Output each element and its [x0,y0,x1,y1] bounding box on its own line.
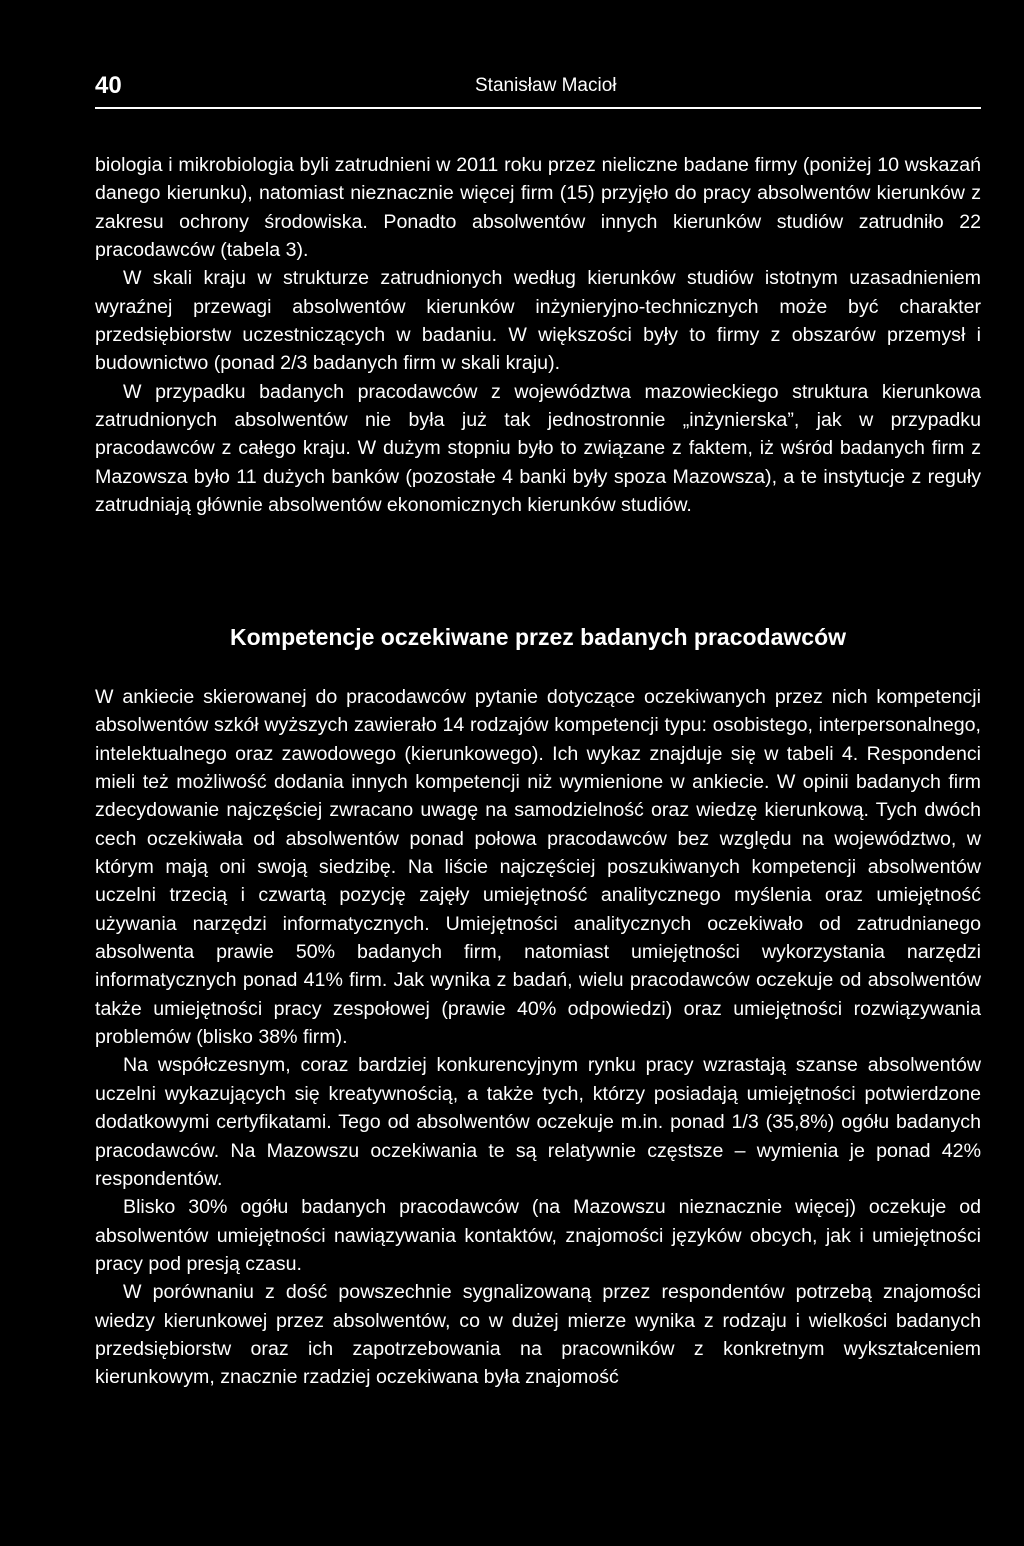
paragraph: W ankiecie skierowanej do pracodawców pytanie dotyczące oczekiwanych przez nich kompetencji absolwentów szkół wyższych zawierało 14 rodzajów kompetencji typu: osobistego, interpersonalnego, intelektualnego oraz zawodowego (kierunkowego). Ich wykaz znajduje się w tabeli 4. Respondenci mieli też możliwość dodania innych kompetencji niż wymienione w ankiecie. W opinii badanych firm zdecydowanie najczęściej zwracano uwagę na samodzielność oraz wiedzę kierunkową. Tych dwóch cech oczekiwała od absolwentów ponad połowa pracodawców bez względu na województwo, w którym mają oni swoją siedzibę. Na liście najczęściej poszukiwanych kompetencji absolwentów uczelni trzecią i czwartą pozycję zajęły umiejętność analitycznego myślenia oraz umiejętność używania narzędzi informatycznych. Umiejętności analitycznych oczekiwało od zatrudnianego absolwenta prawie 50% badanych firm, natomiast umiejętności wykorzystania narzędzi informatycznych ponad 41% firm. Jak wynika z badań, wielu pracodawców oczekuje od absolwentów także umiejętności pracy zespołowej (prawie 40% odpowiedzi) oraz umiejętności rozwiązywania problemów (blisko 38% firm). [95,686,981,1049]
body-section-1 [95,151,981,519]
paragraph: Blisko 30% ogółu badanych pracodawców (na Mazowszu nieznacznie więcej) oczekuje od absolwentów umiejętności nawiązywania kontaktów, znajomości języków obcych, jak i umiejętności pracy pod presją czasu. [95,1196,981,1275]
running-head-author: Stanisław Macioł [475,75,617,96]
paragraph: W skali kraju w strukturze zatrudnionych według kierunków studiów istotnym uzasadnieniem wyraźnej przewagi absolwentów kierunków inżynieryjno-technicznych może być charakter przedsiębiorstw uczestniczących w badaniu. W większości były to firmy z obszarów przemysł i budownictwo (ponad 2/3 badanych firm w skali kraju). [95,267,981,375]
paragraph: Na współczesnym, coraz bardziej konkurencyjnym rynku pracy wzrastają szanse absolwentów uczelni wykazujących się kreatywnością, a także tych, którzy posiadają umiejętności potwierdzone dodatkowymi certyfikatami. Tego od absolwentów oczekuje m.in. ponad 1/3 (35,8%) ogółu badanych pracodawców. Na Mazowszu oczekiwania te są relatywnie częstsze – wymienia je ponad 42% respondentów. [95,1054,981,1190]
section-heading: Kompetencje oczekiwane przez badanych pracodawców [229,624,847,650]
document-page [95,0,981,1546]
header-rule [95,107,981,109]
body-section-2 [95,683,981,1392]
paragraph: W porównaniu z dość powszechnie sygnalizowaną przez respondentów potrzebą znajomości wiedzy kierunkowej przez absolwentów, co w dużej mierze wynika z rodzaju i wielkości badanych przedsiębiorstw oraz ich zapotrzebowania na pracowników z konkretnym wykształceniem kierunkowym, znacznie rzadziej oczekiwana była znajomość [95,1281,981,1389]
running-head [95,72,981,106]
page-number: 40 [95,72,122,99]
paragraph: W przypadku badanych pracodawców z województwa mazowieckiego struktura kierunkowa zatrudnionych absolwentów nie była już tak jednostronnie „inżynierska”, jak w przypadku pracodawców z całego kraju. W dużym stopniu było to związane z faktem, iż wśród badanych firm z Mazowsza było 11 dużych banków (pozostałe 4 banki były spoza Mazowsza), a te instytucje z reguły zatrudniają głównie absolwentów ekonomicznych kierunków studiów. [95,380,981,517]
paragraph: biologia i mikrobiologia byli zatrudnieni w 2011 roku przez nieliczne badane firmy (poniżej 10 wskazań danego kierunku), natomiast nieznacznie więcej firm (15) przyjęło do pracy absolwentów kierunków z zakresu ochrony środowiska. Ponadto absolwentów innych kierunków studiów zatrudniło 22 pracodawców (tabela 3). [95,154,981,262]
